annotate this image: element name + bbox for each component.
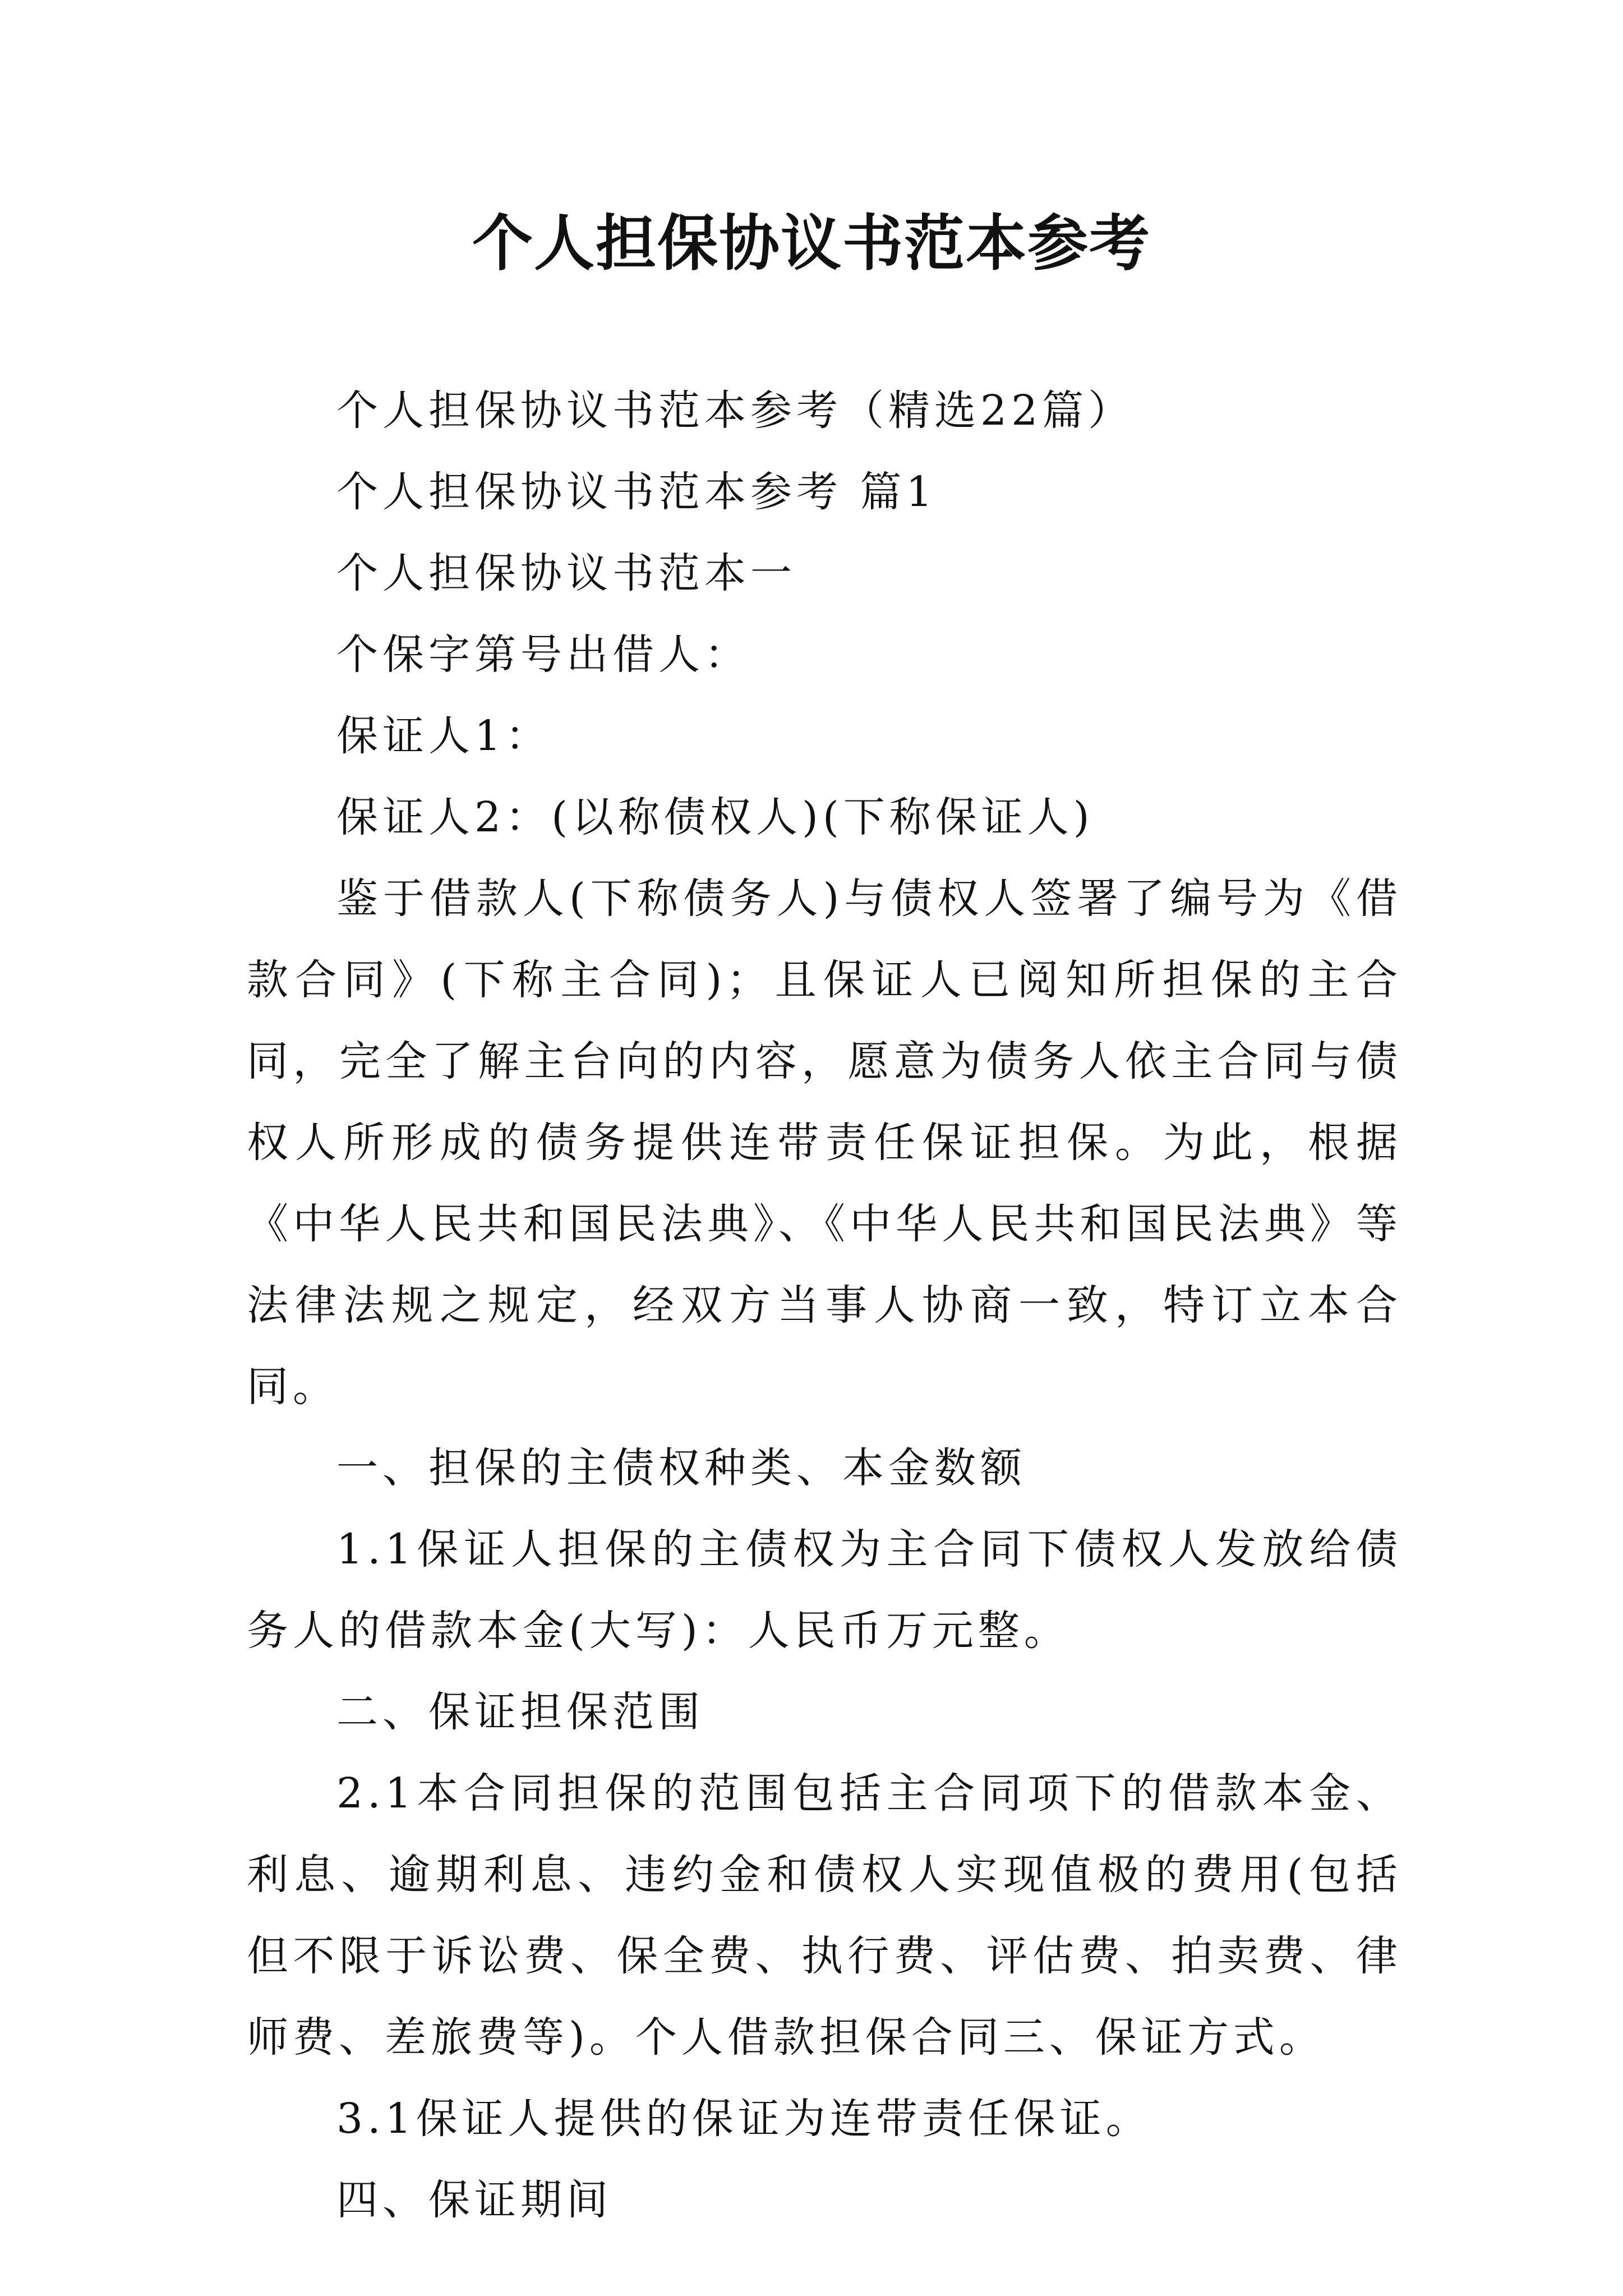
clause-2-1: 2.1本合同担保的范围包括主合同项下的借款本金、利息、逾期利息、违约金和债权人实现值极的费用(包括但不限于诉讼费、保全费、执行费、评估费、拍卖费、律师费、差旅费等)。个人借款担保合同三、保证方式。 [247,1769,1402,2062]
document-body [247,370,1402,2241]
document-title: 个人担保协议书范本参考 [472,209,1151,279]
paragraph-template-heading: 个人担保协议书范本一 [336,549,796,597]
clause-heading-4: 四、保证期间 [336,2176,612,2224]
clause-3-1: 3.1保证人提供的保证为连带责任保证。 [336,2095,1152,2143]
clause-heading-2: 二、保证担保范围 [336,1688,704,1736]
clause-1-1: 1.1保证人担保的主债权为主合同下债权人发放给债务人的借款本金(大写)：人民币万元整。 [247,1525,1402,1655]
clause-heading-1: 一、担保的主债权种类、本金数额 [336,1444,1026,1492]
paragraph-lender: 个保字第号出借人： [336,631,750,679]
paragraph-preamble: 鉴于借款人(下称债务人)与债权人签署了编号为《借款合同》(下称主合同)；且保证人已阅知所担保的主合同，完全了解主台向的内容，愿意为债务人依主合同与债权人所形成的债务提供连带责任保证担保。为此，根据《中华人民共和国民法典》、《中华人民共和国民法典》等法律法规之规定，经双方当事人协商一致，特订立本合同。 [247,875,1402,1411]
paragraph-subtitle: 个人担保协议书范本参考（精选22篇） [336,386,1135,435]
paragraph-guarantor-1: 保证人1： [336,712,552,760]
paragraph-section-heading: 个人担保协议书范本参考 篇1 [336,468,937,516]
paragraph-guarantor-2: 保证人2：(以称债权人)(下称保证人) [336,793,1094,841]
